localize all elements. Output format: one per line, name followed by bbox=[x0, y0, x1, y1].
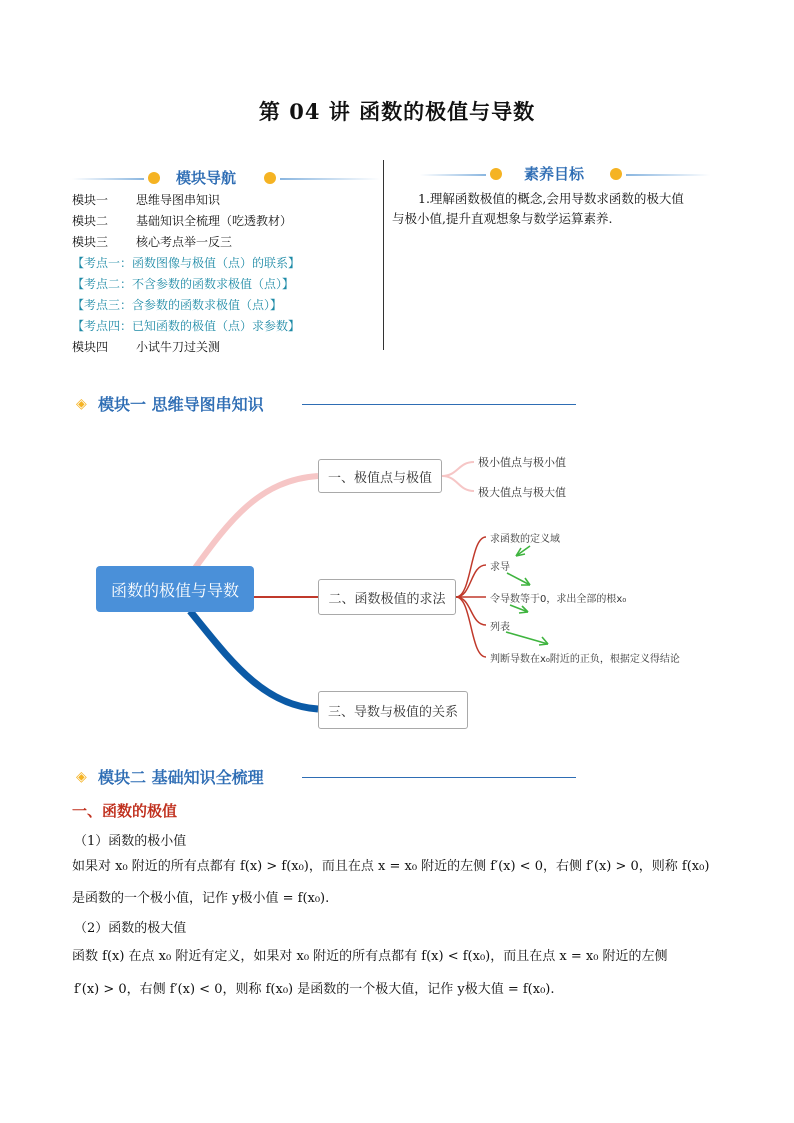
diamond-arrow-icon: ◈ bbox=[76, 769, 87, 785]
subheading: （1）函数的极小值 bbox=[74, 834, 187, 849]
nav-item-key: 模块一 bbox=[72, 193, 109, 207]
goal-line: 1.理解函数极值的概念,会用导数求函数的极大值 bbox=[418, 191, 684, 206]
nav-header-label: 模块导航 bbox=[176, 169, 237, 187]
paragraph-line: 函数 f(x) 在点 x₀ 附近有定义，如果对 x₀ 附近的所有点都有 f(x) < f(x₀)，而且在点 x = x₀ 附近的左侧 bbox=[72, 949, 668, 964]
leaf-node: 求函数的定义域 bbox=[490, 534, 560, 545]
branch-node-3[interactable]: 三、导数与极值的关系 bbox=[318, 691, 468, 729]
branch-node-2[interactable]: 二、函数极值的求法 bbox=[318, 579, 456, 615]
subheading: （2）函数的极大值 bbox=[74, 921, 187, 936]
paragraph-line: 是函数的一个极小值，记作 y极小值 = f(x₀). bbox=[72, 891, 330, 906]
leaf-node: 求导 bbox=[490, 562, 510, 573]
leaf-node: 列表 bbox=[490, 622, 510, 633]
leaf-node: 极大值点与极大值 bbox=[478, 486, 566, 499]
module2-header bbox=[76, 765, 576, 789]
nav-item-kaodian[interactable]: 【考点二：不含参数的函数求极值（点）】 bbox=[72, 277, 295, 291]
nav-item-key: 模块二 bbox=[72, 214, 109, 228]
goal-header-label: 素养目标 bbox=[524, 165, 585, 183]
branch-node-1[interactable]: 一、极值点与极值 bbox=[318, 459, 442, 493]
mind-map-root[interactable]: 函数的极值与导数 bbox=[96, 566, 254, 612]
module2-title: 模块二 基础知识全梳理 bbox=[98, 768, 264, 787]
nav-item-kaodian[interactable]: 【考点一：函数图像与极值（点）的联系】 bbox=[72, 256, 301, 270]
nav-item-label: 核心考点举一反三 bbox=[136, 235, 233, 249]
leaf-node: 极小值点与极小值 bbox=[478, 456, 566, 469]
leaf-node: 令导数等于0，求出全部的根x₀ bbox=[490, 594, 627, 605]
nav-item-label: 小试牛刀过关测 bbox=[136, 340, 221, 354]
page-title: 第 04 讲 函数的极值与导数 bbox=[258, 99, 536, 124]
section-title: 一、函数的极值 bbox=[72, 802, 178, 820]
branch1-connector bbox=[195, 476, 318, 568]
goal-line: 与极小值,提升直观想象与数学运算素养. bbox=[392, 211, 613, 226]
nav-item-label: 基础知识全梳理（吃透教材） bbox=[136, 214, 293, 228]
branch3-connector bbox=[190, 611, 318, 709]
paragraph-line: 如果对 x₀ 附近的所有点都有 f(x) > f(x₀)，而且在点 x = x₀ 附近的左侧 f′(x) < 0，右侧 f′(x) > 0，则称 f(x₀) bbox=[72, 859, 710, 874]
nav-item-label: 思维导图串知识 bbox=[136, 193, 221, 207]
divider bbox=[302, 777, 576, 778]
paragraph-line: f′(x) > 0，右侧 f′(x) < 0，则称 f(x₀) 是函数的一个极大值，记作 y极大值 = f(x₀). bbox=[74, 982, 555, 997]
nav-item-kaodian[interactable]: 【考点四：已知函数的极值（点）求参数】 bbox=[72, 319, 301, 333]
leaf-node: 判断导数在x₀附近的正负，根据定义得结论 bbox=[490, 654, 680, 665]
module1-title: 模块一 思维导图串知识 bbox=[98, 395, 264, 414]
nav-item-kaodian[interactable]: 【考点三：含参数的函数求极值（点）】 bbox=[72, 298, 283, 312]
nav-item-key: 模块四 bbox=[72, 340, 109, 354]
diamond-arrow-icon: ◈ bbox=[76, 396, 87, 412]
nav-item-key: 模块三 bbox=[72, 235, 109, 249]
